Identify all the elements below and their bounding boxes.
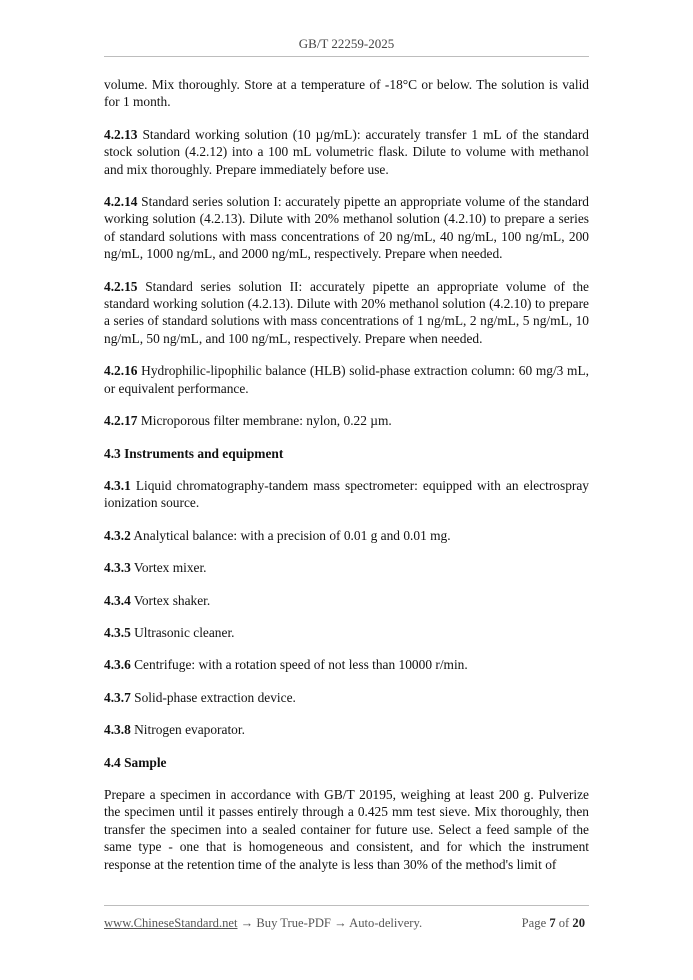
clause-4-3-1 bbox=[104, 477, 589, 512]
clause-number: 4.3.8 bbox=[104, 722, 131, 738]
arrow-icon: → bbox=[237, 916, 257, 930]
clause-text: Centrifuge: with a rotation speed of not less than 10000 r/min. bbox=[130, 657, 468, 673]
clause-number: 4.3.7 bbox=[104, 689, 131, 705]
clause-number: 4.2.17 bbox=[104, 413, 138, 429]
clause-text: Vortex shaker. bbox=[130, 592, 211, 608]
clause-4-2-15 bbox=[104, 278, 589, 348]
clause-text: Analytical balance: with a precision of 0.01 g and 0.01 mg. bbox=[130, 527, 451, 543]
clause-4-3-2 bbox=[104, 527, 589, 544]
clause-4-2-14 bbox=[104, 193, 589, 263]
clause-4-3-5 bbox=[104, 624, 589, 641]
footer-divider bbox=[104, 905, 589, 906]
clause-text: Standard series solution II: accurately pipette an appropriate volume of the standard working solution (4.2.13). Dilute with 20% methanol solution (4.2.10) to prepare a series of standard solutions with mass concentrations of 1 ng/mL, 2 ng/mL, 5 ng/mL, 10 ng/mL, 50 ng/mL, and 100 ng/mL, respectively. Prepare when needed. bbox=[104, 278, 589, 346]
page-label: Page bbox=[521, 916, 550, 930]
clause-text: Vortex mixer. bbox=[130, 560, 207, 576]
clause-4-3-4 bbox=[104, 592, 589, 609]
clause-text: Ultrasonic cleaner. bbox=[130, 624, 235, 640]
buy-pdf-link[interactable]: Buy True-PDF bbox=[256, 916, 331, 930]
clause-number: 4.3.6 bbox=[104, 657, 131, 673]
auto-delivery-text: Auto-delivery. bbox=[349, 916, 423, 930]
clause-4-2-16 bbox=[104, 362, 589, 397]
clause-text: Microporous filter membrane: nylon, 0.22 µm. bbox=[137, 413, 392, 429]
clause-text: Liquid chromatography-tandem mass spectrometer: equipped with an electrospray ionization source. bbox=[104, 477, 589, 511]
clause-4-3-8 bbox=[104, 721, 589, 738]
footer-promo bbox=[104, 916, 422, 931]
running-header: GB/T 22259-2025 bbox=[298, 36, 395, 51]
page-indicator bbox=[522, 916, 585, 931]
clause-number: 4.3.3 bbox=[104, 560, 131, 576]
clause-4-2-13 bbox=[104, 126, 589, 178]
of-label: of bbox=[555, 916, 573, 930]
clause-number: 4.3.1 bbox=[104, 477, 131, 493]
header-divider bbox=[104, 56, 589, 57]
site-link[interactable]: www.ChineseStandard.net bbox=[104, 916, 238, 930]
clause-number: 4.3.5 bbox=[104, 624, 131, 640]
paragraph-continuation: volume. Mix thoroughly. Store at a temperature of -18°C or below. The solution is valid for 1 month. bbox=[104, 77, 589, 110]
clause-number: 4.2.16 bbox=[104, 363, 138, 379]
clause-4-3-3 bbox=[104, 559, 589, 576]
sample-paragraph: Prepare a specimen in accordance with GB/T 20195, weighing at least 200 g. Pulverize the specimen until it passes entirely through a 0.425 mm test sieve. Mix thoroughly, then transfer the specimen into a sealed container for future use. Select a feed sample of the same type - one that is homogeneous and consistent, and for which the instrument response at the retention time of the analyte is less than 30% of the method's limit of bbox=[104, 786, 589, 872]
page-total: 20 bbox=[572, 916, 585, 930]
clause-text: Standard working solution (10 µg/mL): accurately transfer 1 mL of the standard stock solution (4.2.12) into a 100 mL volumetric flask. Dilute to volume with methanol and mix thoroughly. Prepare immediately before use. bbox=[104, 126, 589, 177]
document-body bbox=[104, 76, 589, 888]
clause-number: 4.3.2 bbox=[104, 527, 131, 543]
clause-4-3-6 bbox=[104, 656, 589, 673]
section-heading-4-3: 4.3 Instruments and equipment bbox=[104, 445, 284, 461]
page-number: 7 bbox=[549, 916, 556, 930]
clause-text: Standard series solution I: accurately pipette an appropriate volume of the standard working solution (4.2.13). Dilute with 20% methanol solution (4.2.10) to prepare a series of standard solutions with mass concentrations of 20 ng/mL, 40 ng/mL, 100 ng/mL, 200 ng/mL, 1000 ng/mL, and 2000 ng/mL, respectively. Prepare when needed. bbox=[104, 194, 589, 262]
clause-number: 4.2.13 bbox=[104, 126, 138, 142]
clause-text: Solid-phase extraction device. bbox=[130, 689, 296, 705]
clause-4-3-7 bbox=[104, 689, 589, 706]
clause-number: 4.2.14 bbox=[104, 194, 138, 210]
clause-number: 4.2.15 bbox=[104, 278, 138, 294]
clause-text: Hydrophilic-lipophilic balance (HLB) solid-phase extraction column: 60 mg/3 mL, or equivalent performance. bbox=[104, 363, 589, 396]
clause-4-2-17 bbox=[104, 412, 589, 429]
arrow-icon: → bbox=[330, 916, 350, 930]
clause-number: 4.3.4 bbox=[104, 592, 131, 608]
section-heading-4-4: 4.4 Sample bbox=[104, 754, 167, 770]
clause-text: Nitrogen evaporator. bbox=[130, 722, 245, 738]
